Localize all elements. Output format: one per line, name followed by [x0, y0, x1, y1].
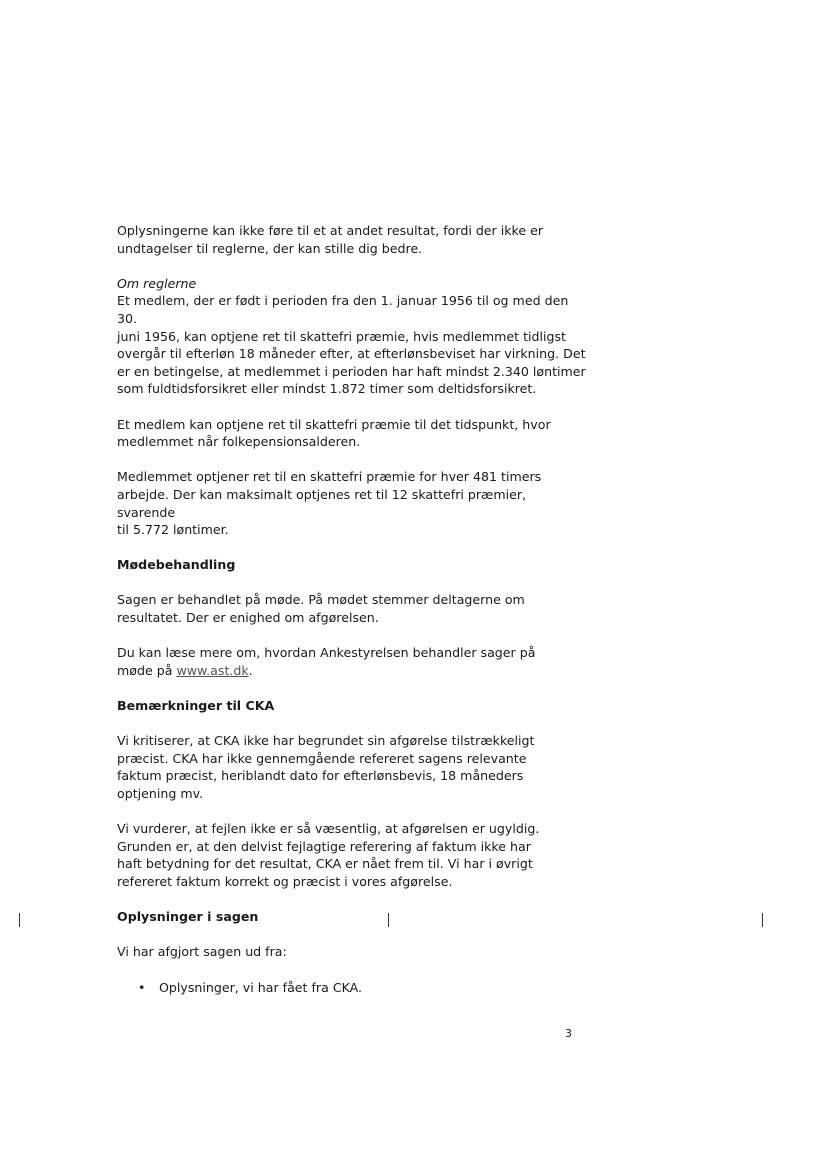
- cka-heading: Bemærkninger til CKA: [117, 698, 275, 714]
- text-line: præcist. CKA har ikke gennemgående refereret sagens relevante: [117, 750, 527, 766]
- text-line: Oplysningerne kan ikke føre til et at andet resultat, fordi der ikke er: [117, 223, 544, 238]
- text-line: medlemmet når folkepensionsalderen.: [117, 434, 361, 450]
- text-line: haft betydning for det resultat, CKA er nået frem til. Vi har i øvrigt: [117, 856, 533, 872]
- text-line: Du kan læse mere om, hvordan Ankestyrelsen behandler sager på: [117, 645, 536, 661]
- rules-paragraph-2: [117, 416, 587, 451]
- text-line: som fuldtidsforsikret eller mindst 1.872 timer som deltidsforsikret.: [117, 381, 537, 397]
- list-item: [117, 979, 587, 997]
- info-heading: Oplysninger i sagen: [117, 909, 259, 925]
- scan-mark-left: [19, 913, 20, 927]
- info-bullet-list: [117, 979, 587, 997]
- cka-paragraph-2: [117, 820, 587, 890]
- text-line: Vi kritiserer, at CKA ikke har begrundet sin afgørelse tilstrækkeligt: [117, 733, 535, 749]
- text-line: Et medlem kan optjene ret til skattefri præmie til det tidspunkt, hvor: [117, 416, 551, 432]
- text-line: til 5.772 løntimer.: [117, 522, 229, 538]
- intro-paragraph: [117, 222, 587, 257]
- text-line: Et medlem, der er født i perioden fra den 1. januar 1956 til og med den 30.: [117, 293, 569, 326]
- meeting-paragraph: [117, 591, 587, 626]
- text-line: undtagelser til reglerne, der kan stille dig bedre.: [117, 240, 423, 256]
- document-body: [117, 222, 587, 996]
- text-line: faktum præcist, heriblandt dato for efterlønsbevis, 18 måneders: [117, 768, 524, 784]
- rules-paragraph: [117, 292, 587, 398]
- scan-mark-right: [762, 913, 763, 927]
- text-line: møde på: [117, 662, 177, 678]
- text-line: juni 1956, kan optjene ret til skattefri præmie, hvis medlemmet tidligst: [117, 328, 566, 344]
- text-line: resultatet. Der er enighed om afgørelsen.: [117, 610, 379, 626]
- text-line: Vi vurderer, at fejlen ikke er så væsentlig, at afgørelsen er ugyldig.: [117, 821, 540, 837]
- bullet-icon: •: [138, 979, 146, 995]
- text-line: overgår til efterløn 18 måneder efter, at efterlønsbeviset har virkning. Det: [117, 346, 586, 362]
- scan-mark-center: [388, 913, 389, 927]
- meeting-heading: Mødebehandling: [117, 557, 236, 573]
- text-line: Sagen er behandlet på møde. På mødet stemmer deltagerne om: [117, 592, 525, 608]
- rules-subheading: Om reglerne: [117, 275, 197, 291]
- cka-paragraph: [117, 732, 587, 802]
- page-number: 3: [565, 1027, 572, 1040]
- list-item-text: Oplysninger, vi har fået fra CKA.: [159, 979, 363, 995]
- rules-paragraph-3: [117, 468, 587, 538]
- ast-website-link[interactable]: www.ast.dk: [176, 662, 249, 678]
- text-line: refereret faktum korrekt og præcist i vores afgørelse.: [117, 873, 453, 889]
- text-line: Grunden er, at den delvist fejlagtige referering af faktum ikke har: [117, 838, 531, 854]
- text-line: .: [248, 662, 253, 678]
- text-line: arbejde. Der kan maksimalt optjenes ret til 12 skattefri præmier, svarende: [117, 486, 527, 520]
- info-paragraph: Vi har afgjort sagen ud fra:: [117, 944, 287, 960]
- text-line: Medlemmet optjener ret til en skattefri præmie for hver 481 timers: [117, 469, 542, 485]
- meeting-paragraph-2: [117, 644, 587, 679]
- text-line: optjening mv.: [117, 786, 204, 801]
- text-line: er en betingelse, at medlemmet i perioden har haft mindst 2.340 løntimer: [117, 363, 586, 379]
